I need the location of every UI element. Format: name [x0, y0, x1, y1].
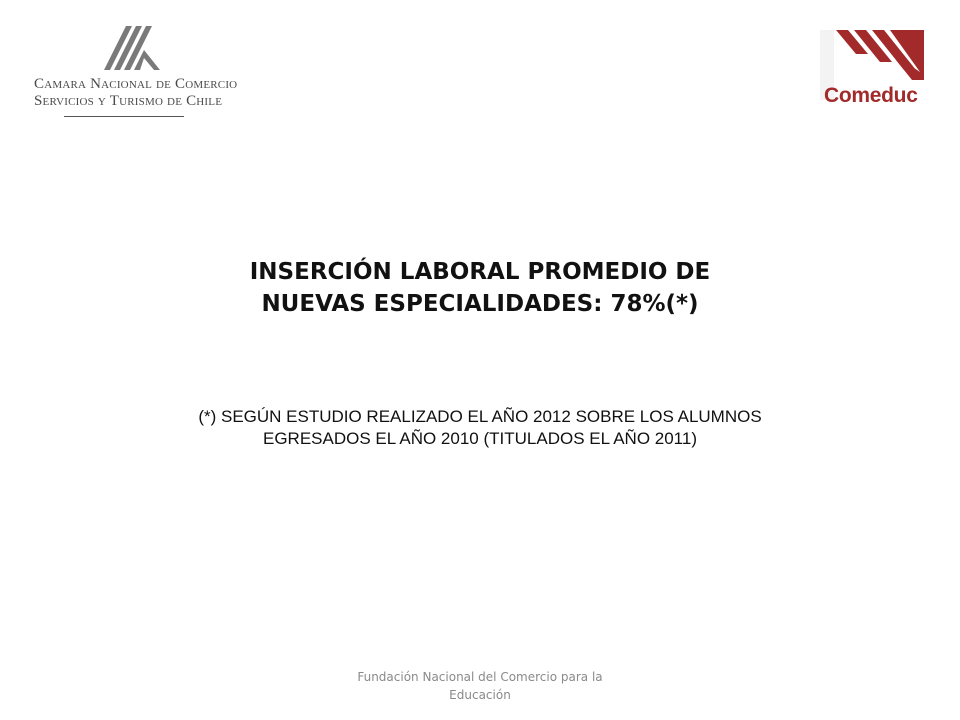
ccnc-name-line-1: Camara Nacional de Comercio: [34, 76, 238, 92]
comeduc-brand-text: Comeduc: [824, 84, 918, 107]
slide-footer: [300, 668, 660, 704]
slide-footer-line-2: Educación: [449, 688, 511, 702]
slide-footer-line-1: Fundación Nacional del Comercio para la: [357, 670, 603, 684]
study-note-line-1: (*) SEGÚN ESTUDIO REALIZADO EL AÑO 2012 SOBRE LOS ALUMNOS: [198, 407, 762, 426]
ccnc-name: [34, 76, 238, 110]
slide-title-line-2: NUEVAS ESPECIALIDADES: 78%(*): [261, 291, 699, 317]
study-note: [80, 406, 880, 450]
study-note-line-2: EGRESADOS EL AÑO 2010 (TITULADOS EL AÑO 2011): [263, 429, 697, 448]
comeduc-logo: [820, 28, 930, 118]
ccnc-name-line-2: Servicios y Turismo de Chile: [34, 93, 223, 109]
comeduc-stripes-icon: [836, 28, 924, 80]
camara-comercio-logo: [34, 24, 238, 120]
slide-title-line-1: INSERCIÓN LABORAL PROMEDIO DE: [249, 259, 711, 285]
ccnc-underline: [64, 116, 184, 117]
slide-title: [80, 256, 880, 320]
ccnc-emblem-icon: [98, 24, 162, 72]
